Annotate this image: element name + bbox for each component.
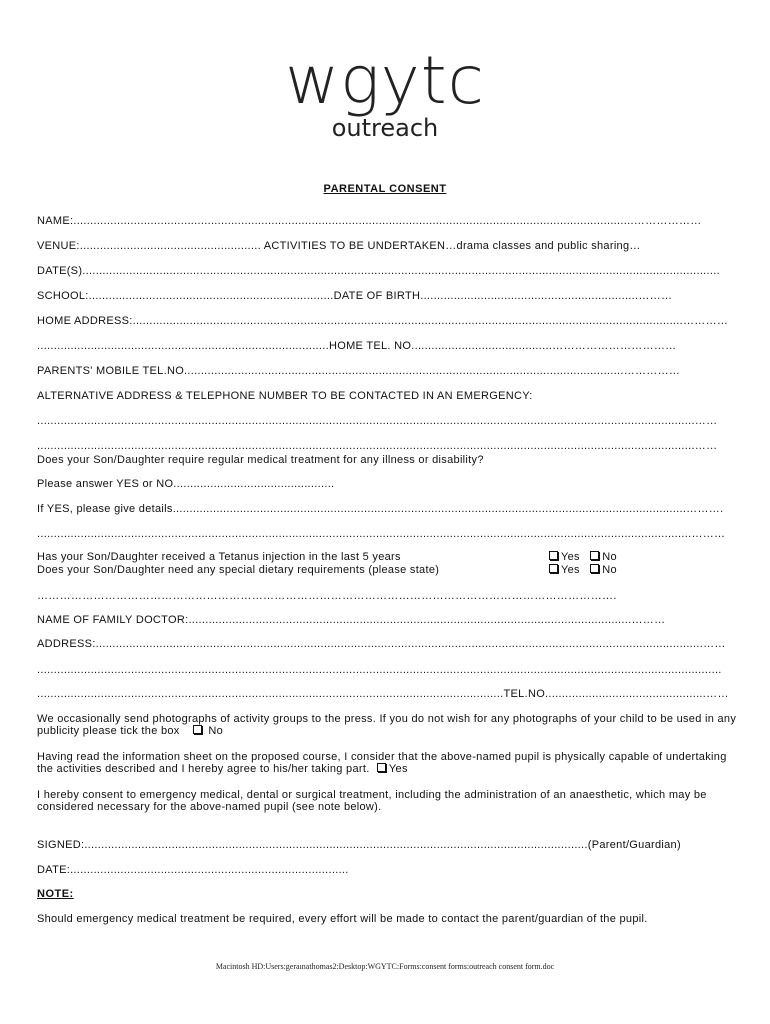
signature-field[interactable]: SIGNED:...................................................................................................................................................... [37, 839, 588, 851]
tetanus-no-label: No [602, 551, 617, 563]
doctor-address-field[interactable]: ADDRESS:.....................................................................................................................................................................................…… [37, 638, 726, 650]
emergency-consent: I hereby consent to emergency medical, dental or surgical treatment, including the administration of an anaesthetic, which may be considered necessary for the above-named pupil (see note below). [37, 789, 707, 813]
doctor-tel-field[interactable]: TEL.NO................................................…… [503, 688, 729, 700]
file-path-footer: Macintosh HD:Users:geraınathomas2:Desktop:WGYTC:Forms:consent forms:outreach consent form.doc [215, 962, 555, 971]
family-doctor-field[interactable]: NAME OF FAMILY DOCTOR:....................................................................................................................................……… [37, 614, 666, 626]
tetanus-question: Has your Son/Daughter received a Tetanus injection in the last 5 years [37, 551, 401, 563]
dob-field[interactable]: DATE OF BIRTH.................................................................……… [333, 290, 673, 302]
info-consent-checkbox[interactable] [377, 763, 386, 772]
name-field[interactable]: NAME:.......................................................................................................................................................................……………… [37, 215, 702, 227]
tetanus-options [547, 551, 617, 563]
home-tel-field[interactable]: HOME TEL. NO..........................................…………………………… [328, 340, 677, 352]
info-consent [37, 751, 737, 775]
logo-subtitle: outreach [331, 114, 439, 142]
form-title: PARENTAL CONSENT [323, 183, 447, 195]
info-consent-yes-label: Yes [388, 763, 408, 775]
info-consent-text: Having read the information sheet on the proposed course, I consider that the above-named pupil is physically capable of undertaking the activities described and I hereby agree to his/her taking part. [37, 751, 727, 775]
if-yes-details-field[interactable]: If YES, please give details.........................................................................................................................................................………. [37, 503, 724, 515]
dietary-options [547, 564, 617, 576]
details-line[interactable]: ...................................................................................................................................................................................................……… [37, 528, 726, 540]
dietary-yes-checkbox[interactable] [549, 564, 558, 573]
alt-address-label: ALTERNATIVE ADDRESS & TELEPHONE NUMBER TO BE CONTACTED IN AN EMERGENCY: [37, 390, 533, 402]
photo-consent-checkbox[interactable] [193, 725, 202, 734]
dietary-yes-label: Yes [561, 564, 580, 576]
dietary-question: Does your Son/Daughter need any special dietary requirements (please state) [37, 564, 440, 576]
doctor-address-line3[interactable]: ........................................................................................................................................... [37, 688, 504, 700]
dietary-no-label: No [602, 564, 617, 576]
activities-field: ACTIVITIES TO BE UNDERTAKEN…drama classes and public sharing… [263, 240, 641, 252]
date-field[interactable]: DATE:................................................................................... [37, 864, 349, 876]
venue-field[interactable]: VENUE:...................................................... [37, 240, 264, 252]
please-answer-field[interactable]: Please answer YES or NO................................................ [37, 478, 335, 490]
dietary-no-checkbox[interactable] [590, 564, 599, 573]
doctor-address-line2[interactable]: ............................................................................................................................................................................................................ [37, 664, 722, 676]
logo-wordmark: wgytc [285, 42, 485, 119]
doctor-tel-row[interactable] [37, 688, 737, 701]
photo-consent [37, 713, 737, 737]
photo-consent-no-label: No [208, 725, 223, 737]
venue-activities-row[interactable] [37, 240, 737, 253]
dates-field[interactable]: DATE(S).............................................................................................................................................................................................. [37, 265, 720, 277]
tetanus-yes-checkbox[interactable] [549, 551, 558, 560]
tetanus-yes-label: Yes [561, 551, 580, 563]
medical-question: Does your Son/Daughter require regular medical treatment for any illness or disability? [37, 454, 484, 466]
note-text: Should emergency medical treatment be required, every effort will be made to contact the parent/guardian of the pupil. [37, 913, 648, 925]
home-tel-row[interactable] [37, 340, 737, 353]
photo-consent-text: We occasionally send photographs of activity groups to the press. If you do not wish for any photographs of your child to be used in any publicity please tick the box [37, 713, 737, 737]
note-heading: NOTE: [37, 888, 74, 900]
school-dob-row[interactable] [37, 290, 737, 303]
parents-mobile-field[interactable]: PARENTS' MOBILE TEL.NO...................................................................................................................................…………… [37, 365, 681, 377]
alt-address-line2[interactable]: ....................................................................................................................................................................................................…… [37, 440, 718, 452]
signed-row[interactable] [37, 839, 737, 852]
home-address-field[interactable]: HOME ADDRESS:....................................................................................................................................................................………… [37, 315, 729, 327]
tetanus-no-checkbox[interactable] [590, 551, 599, 560]
alt-address-line1[interactable]: ....................................................................................................................................................................................................…… [37, 415, 718, 427]
school-field[interactable]: SCHOOL:......................................................................... [37, 290, 334, 302]
dietary-details-line[interactable]: ………………………………………………………………………………………………………………………………………. [37, 590, 617, 602]
parent-guardian-label: (Parent/Guardian) [587, 839, 681, 851]
logo [0, 42, 770, 142]
home-address-line2[interactable]: ....................................................................................... [37, 340, 329, 352]
